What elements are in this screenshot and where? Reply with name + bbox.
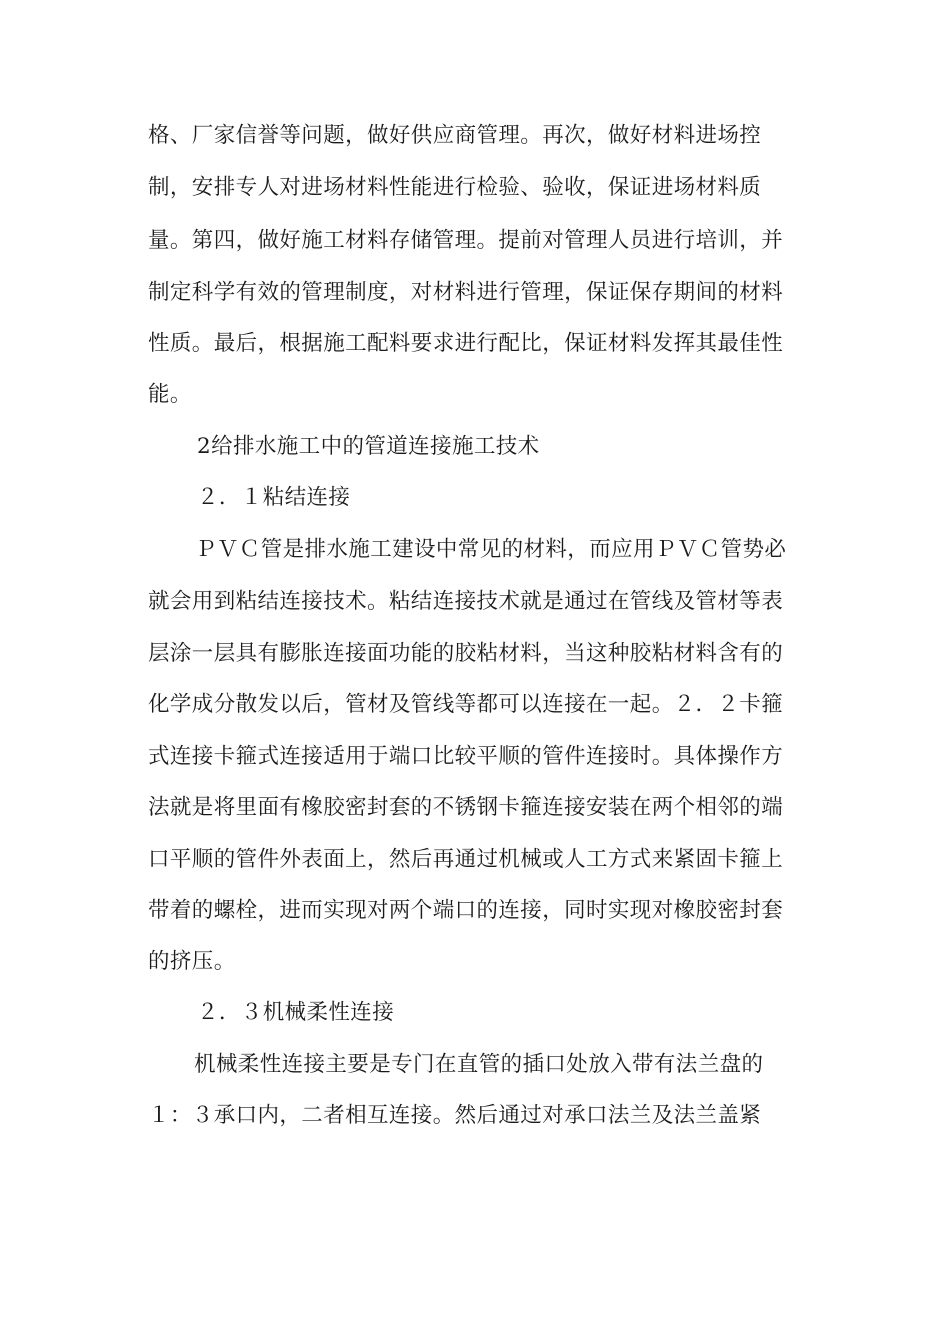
paragraph-line: １：３承口内，二者相互连接。然后通过对承口法兰及法兰盖紧 <box>148 1103 762 1128</box>
subsection-heading: ２．３机械柔性连接 <box>197 1000 395 1025</box>
paragraph-line: 量。第四，做好施工材料存储管理。提前对管理人员进行培训，并 <box>148 228 784 253</box>
paragraph-line: 制定科学有效的管理制度，对材料进行管理，保证保存期间的材料 <box>148 280 784 305</box>
section-heading: 2给排水施工中的管道连接施工技术 <box>197 434 540 459</box>
paragraph-line: 的挤压。 <box>148 949 236 974</box>
paragraph-line: 就会用到粘结连接技术。粘结连接技术就是通过在管线及管材等表 <box>148 589 784 614</box>
paragraph-line: 性质。最后，根据施工配料要求进行配比，保证材料发挥其最佳性 <box>148 331 784 356</box>
paragraph-line: 制，安排专人对进场材料性能进行检验、验收，保证进场材料质 <box>148 175 762 200</box>
paragraph-line: 层涂一层具有膨胀连接面功能的胶粘材料，当这种胶粘材料含有的 <box>148 641 784 666</box>
paragraph-line: 口平顺的管件外表面上，然后再通过机械或人工方式来紧固卡箍上 <box>148 847 784 872</box>
paragraph-line: ＰＶＣ管是排水施工建设中常见的材料，而应用ＰＶＣ管势必 <box>195 537 787 562</box>
paragraph-line: 格、厂家信誉等问题，做好供应商管理。再次，做好材料进场控 <box>148 123 762 148</box>
paragraph-line: 带着的螺栓，进而实现对两个端口的连接，同时实现对橡胶密封套 <box>148 898 784 923</box>
paragraph-line: 式连接卡箍式连接适用于端口比较平顺的管件连接时。具体操作方 <box>148 744 784 769</box>
paragraph-line: 法就是将里面有橡胶密封套的不锈钢卡箍连接安装在两个相邻的端 <box>148 795 784 820</box>
paragraph-line: 能。 <box>148 382 192 407</box>
paragraph-line: 机械柔性连接主要是专门在直管的插口处放入带有法兰盘的 <box>194 1052 764 1077</box>
paragraph-line: 化学成分散发以后，管材及管线等都可以连接在一起。２．２卡箍 <box>148 692 784 717</box>
subsection-heading: ２．１粘结连接 <box>197 485 351 510</box>
